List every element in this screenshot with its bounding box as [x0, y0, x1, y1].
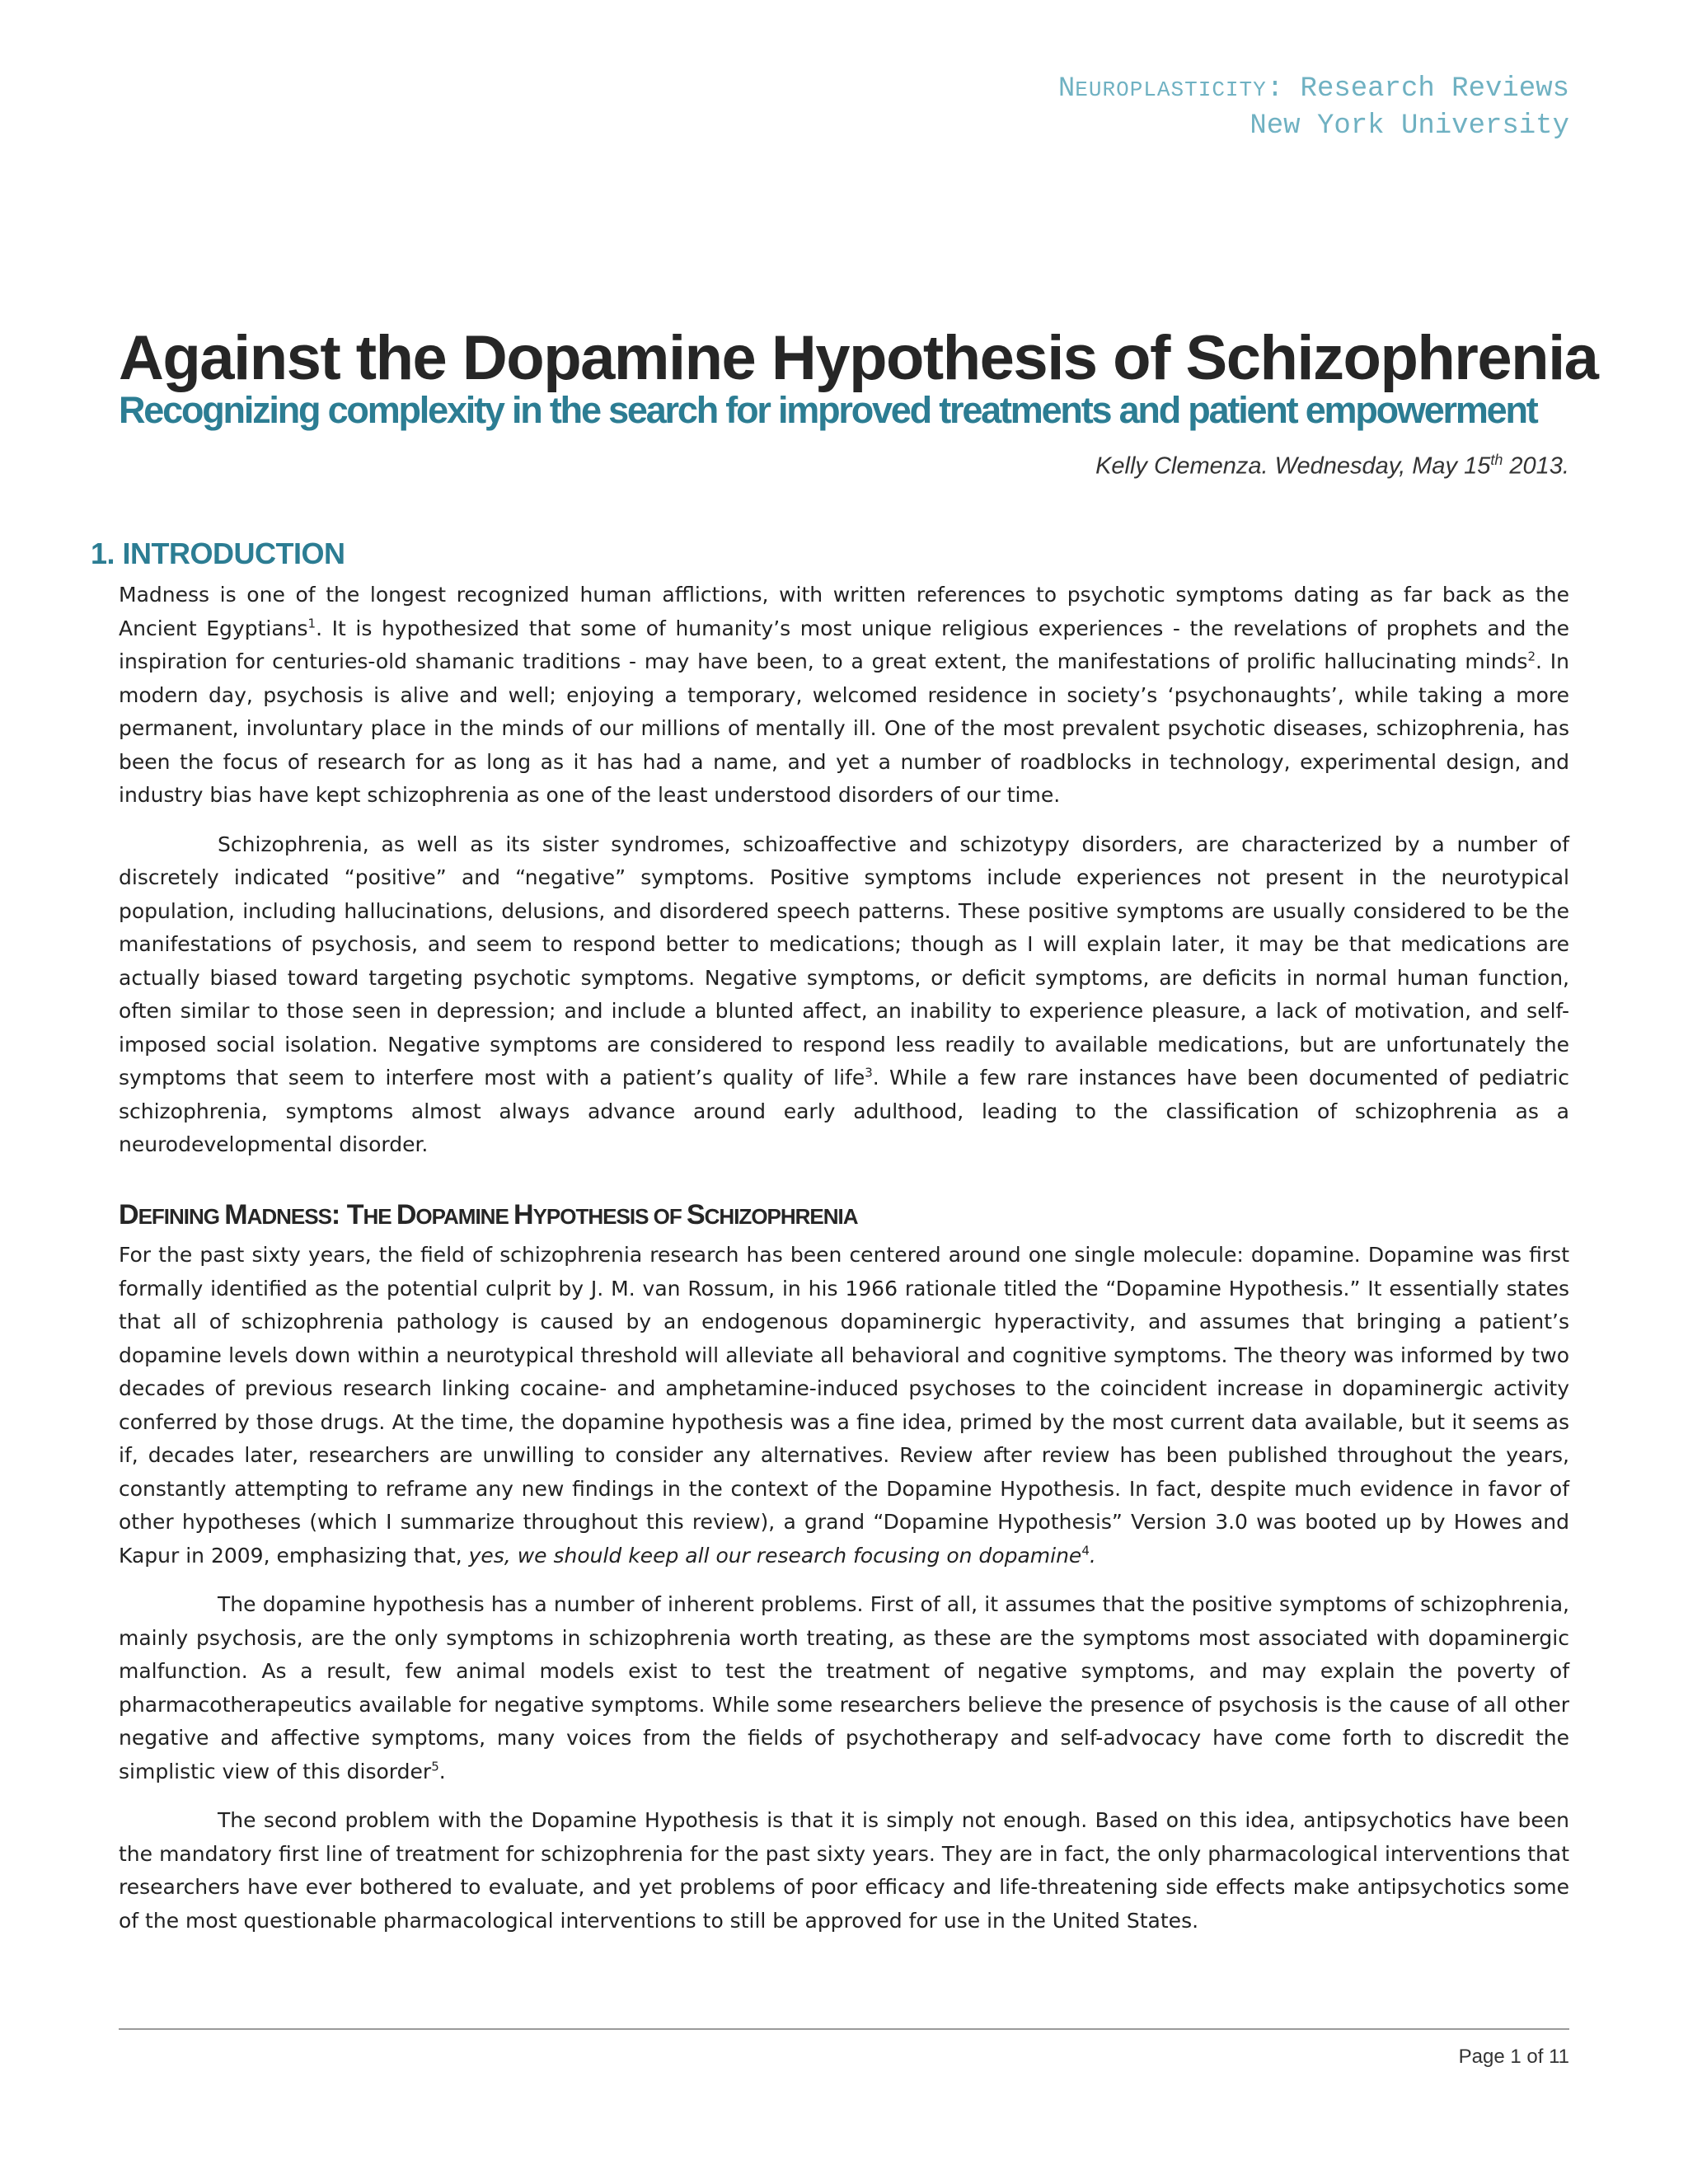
author-name: Kelly Clemenza	[1095, 452, 1262, 480]
footnote-ref[interactable]: 4	[1081, 1543, 1090, 1558]
text-run: . While a few rare instances have been documented of pediatric schizophrenia, symptoms almost always advance around early adulthood, leading to the classification of schizophrenia as a neurodevelopmental disorder.	[119, 1066, 1569, 1156]
heading-smallcaps: HE	[363, 1204, 396, 1229]
journal-smallcaps: EUROPLASTICITY	[1075, 77, 1267, 102]
heading-smallcaps: YPOTHESIS OF	[532, 1204, 687, 1229]
paragraph: The second problem with the Dopamine Hypothesis is that it is simply not enough. Based on this idea, antipsychotics have been the mandatory first line of treatment for schizophrenia for the past sixty years. They are in fact, the only pharmacological interventions that researchers have ever bothered to evaluate, and yet problems of poor efficacy and life-threatening side effects make antipsychotics some of the most questionable pharmacological interventions to still be approved for use in the United States.	[119, 1808, 1569, 1933]
paragraph	[119, 579, 1569, 813]
heading-colon: :	[331, 1199, 347, 1230]
heading-smallcaps: EFINING	[138, 1204, 225, 1229]
footnote-ref[interactable]: 1	[307, 616, 316, 631]
byline	[1095, 443, 1569, 483]
text-run: . It is hypothesized that some of humanity’s most unique religious experiences - the revelations of prophets and the inspiration for centuries-old shamanic traditions - may have been, to a great extent, the manifestations of prolific hallucinating minds	[119, 616, 1569, 673]
footnote-ref[interactable]: 2	[1527, 649, 1536, 664]
heading-cap: D	[396, 1199, 416, 1230]
defining-madness-body	[119, 1239, 1569, 1953]
heading-cap: S	[686, 1199, 705, 1230]
paragraph	[119, 1588, 1569, 1788]
heading-cap: T	[346, 1199, 363, 1230]
introduction-body	[119, 579, 1569, 1178]
footnote-ref[interactable]: 5	[431, 1759, 439, 1774]
date-prefix: . Wednesday, May 15	[1261, 452, 1491, 480]
heading-smallcaps: ADNESS	[246, 1204, 331, 1229]
text-run: The dopamine hypothesis has a number of inherent problems. First of all, it assumes that the positive symptoms of schizophrenia, mainly psychosis, are the only symptoms in schizophrenia worth treating, as these are the symptoms most associated with dopaminergic malfunction. As a result, few animal models exist to test the treatment of negative symptoms, and may explain the poverty of pharmacotherapeutics available for negative symptoms. While some researchers believe the presence of psychosis is the cause of all other negative and affective symptoms, many voices from the fields of psychotherapy and self-advocacy have come forth to discredit the simplistic view of this disorder	[119, 1592, 1569, 1783]
paragraph	[119, 828, 1569, 1162]
heading-cap: D	[119, 1199, 138, 1230]
institution-name: New York University	[1250, 110, 1569, 142]
heading-cap: M	[224, 1199, 247, 1230]
emphasis-text: yes, we should keep all our research focusing on dopamine	[468, 1543, 1082, 1568]
date-ordinal: th	[1490, 452, 1503, 468]
text-run: . In modern day, psychosis is alive and well; enjoying a temporary, welcomed residence in society’s ‘psychonaughts’, while taking a more permanent, involuntary place in the minds of our millions of mentally ill. One of the most prevalent psychotic diseases, schizophrenia, has been the focus of research for as long as it has had a name, and yet a number of roadblocks in technology, experimental design, and industry bias have kept schizophrenia as one of the least understood disorders of our time.	[119, 649, 1569, 807]
section-heading-defining-madness	[119, 1197, 858, 1235]
section-heading-introduction: 1. INTRODUCTION	[91, 537, 345, 570]
journal-initial: N	[1057, 73, 1076, 105]
text-run: Madness is one of the longest recognized human afflictions, with written references to psychotic symptoms dating as far back as the Ancient Egyptians	[119, 583, 1569, 640]
heading-smallcaps: CHIZOPHRENIA	[704, 1204, 858, 1229]
date-suffix: 2013.	[1503, 452, 1569, 480]
footnote-ref[interactable]: 3	[865, 1065, 873, 1080]
running-header	[1058, 71, 1569, 144]
heading-cap: H	[513, 1199, 533, 1230]
article-subtitle: Recognizing complexity in the search for improved treatments and patient empowerment	[119, 389, 1537, 431]
heading-smallcaps: OPAMINE	[415, 1204, 514, 1229]
journal-suffix: : Research Reviews	[1266, 73, 1569, 105]
text-run: For the past sixty years, the field of schizophrenia research has been centered around one single molecule: dopamine. Dopamine was first formally identified as the potential culprit by J. M. van Rossum, in his 1966 rationale titled the “Dopamine Hypothesis.” It essentially states that all of schizophrenia pathology is caused by an endogenous dopaminergic hyperactivity, and assumes that bringing a patient’s dopamine levels down within a neurotypical threshold will alleviate all behavioral and cognitive symptoms. The theory was informed by two decades of previous research linking cocaine- and amphetamine-induced psychoses to the coincident increase in dopaminergic activity conferred by those drugs. At the time, the dopamine hypothesis was a fine idea, primed by the most current data available, but it seems as if, decades later, researchers are unwilling to consider any alternatives. Review after review has been published throughout the years, constantly attempting to reframe any new findings in the context of the Dopamine Hypothesis. In fact, despite much evidence in favor of other hypotheses (which I summarize throughout this review), a grand “Dopamine Hypothesis” Version 3.0 was booted up by Howes and Kapur in 2009, emphasizing that,	[119, 1243, 1569, 1568]
text-run: .	[438, 1759, 446, 1783]
article-title: Against the Dopamine Hypothesis of Schizophrenia	[119, 323, 1598, 393]
page-number: Page 1 of 11	[1458, 2046, 1569, 2068]
text-run: .	[1089, 1543, 1096, 1568]
footer-divider	[119, 2028, 1569, 2030]
text-run: Schizophrenia, as well as its sister syndromes, schizoaffective and schizotypy disorders, are characterized by a number of discretely indicated “positive” and “negative” symptoms. Positive symptoms include experiences not present in the neurotypical population, including hallucinations, delusions, and disordered speech patterns. These positive symptoms are usually considered to be the manifestations of psychosis, and seem to respond better to medications; though as I will explain later, it may be that medications are actually biased toward targeting psychotic symptoms. Negative symptoms, or deficit symptoms, are deficits in normal human function, often similar to those seen in depression; and include a blunted affect, an inability to experience pleasure, a lack of motivation, and self-imposed social isolation. Negative symptoms are considered to respond less readily to available medications, but are unfortunately the symptoms that seem to interfere most with a patient’s quality of life	[119, 832, 1569, 1090]
paragraph	[119, 1239, 1569, 1572]
journal-name	[1058, 71, 1569, 108]
